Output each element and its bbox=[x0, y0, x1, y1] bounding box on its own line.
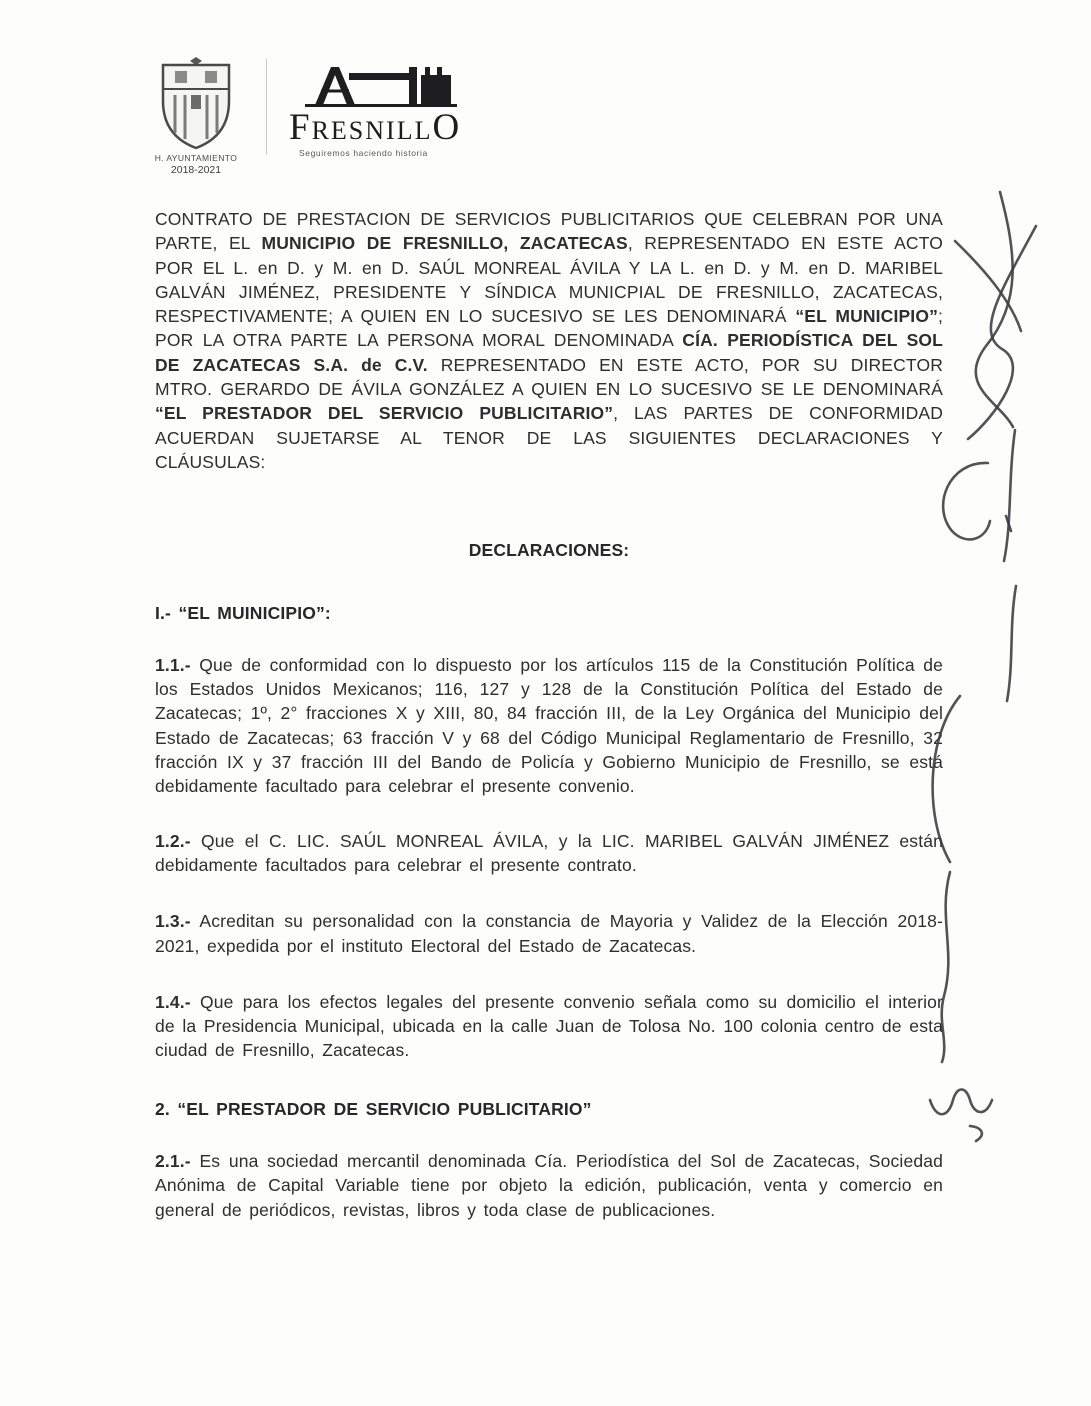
brand-tagline: Seguiremos haciendo historia bbox=[299, 148, 428, 158]
header-divider bbox=[266, 59, 267, 155]
municipal-crest bbox=[148, 55, 244, 176]
paragraph-2-1: 2.1.- Es una sociedad mercantil denominada Cía. Periodística del Sol de Zacatecas, Sociedad Anónima de Capital Variable tiene por objeto la edición, publicación, venta y comercio en general de periódicos, revistas, libros y toda clase de publicaciones. bbox=[155, 1151, 943, 1220]
brand-initial: F bbox=[289, 107, 312, 148]
paragraph-1-2: 1.2.- Que el C. LIC. SAÚL MONREAL ÁVILA, y la LIC. MARIBEL GALVÁN JIMÉNEZ están debidamente facultados para celebrar el presente contrato. bbox=[155, 830, 943, 875]
fresnillo-logo bbox=[289, 55, 465, 158]
crest-caption: H. AYUNTAMIENTO bbox=[154, 153, 238, 163]
paragraph-1-3: 1.3.- Acreditan su personalidad con la constancia de Mayoria y Validez de la Elección 2018-2021, expedida por el instituto Electoral del Estado de Zacatecas. bbox=[155, 911, 943, 956]
municipal-crest-icon bbox=[155, 55, 237, 151]
section-2-heading: 2. “EL PRESTADOR DE SERVICIO PUBLICITARIO” bbox=[155, 1098, 592, 1119]
paragraph-1-4: 1.4.- Que para los efectos legales del presente convenio señala como su domicilio el interior de la Presidencia Municipal, ubicada en la calle Juan de Tolosa No. 100 colonia centro de esta ciudad de Fresnillo, Zacatecas. bbox=[155, 991, 943, 1061]
headframe-icon bbox=[297, 61, 465, 107]
section-1-heading: I.- “EL MUINICIPIO”: bbox=[155, 602, 331, 623]
brand-wordmark bbox=[289, 109, 461, 146]
crest-years: 2018-2021 bbox=[170, 164, 222, 176]
document-header bbox=[148, 55, 465, 176]
brand-middle: RESNILL bbox=[311, 116, 433, 145]
brand-final: O bbox=[432, 107, 462, 148]
paragraph-1-1: 1.1.- Que de conformidad con lo dispuesto por los artículos 115 de la Constitución Política de los Estados Unidos Mexicanos; 116, 127 y 128 de la Constitución Política del Estado de Zacatecas; 1º, 2° fracciones X y XIII, 80, 84 fracción III, de la Ley Orgánica del Municipio del Estado de Zacatecas; 63 fracción V y 68 del Código Municipal Reglamentario de Fresnillo, 32 fracción IX y 37 fracción III del Bando de Policía y Gobierno Municipio de Fresnillo, se está debidamente facultado para celebrar el presente convenio. bbox=[155, 654, 943, 797]
contract-body bbox=[155, 207, 943, 1222]
declaraciones-heading: DECLARACIONES: bbox=[468, 540, 630, 561]
intro-paragraph: CONTRATO DE PRESTACION DE SERVICIOS PUBLICITARIOS QUE CELEBRAN POR UNA PARTE, EL MUNICIPIO DE FRESNILLO, ZACATECAS, REPRESENTADO EN ESTE ACTO POR EL L. en D. y M. en D. SAÚL MONREAL ÁVILA Y LA L. en D. y M. en D. MARIBEL GALVÁN JIMÉNEZ, PRESIDENTE Y SÍNDICA MUNICPIAL DE FRESNILLO, ZACATECAS, RESPECTIVAMENTE; A QUIEN EN LO SUCESIVO SE LES DENOMINARÁ “EL MUNICIPIO”; POR LA OTRA PARTE LA PERSONA MORAL DENOMINADA CÍA. PERIODÍSTICA DEL SOL DE ZACATECAS S.A. de C.V. REPRESENTADO EN ESTE ACTO, POR SU DIRECTOR MTRO. GERARDO DE ÁVILA GONZÁLEZ A QUIEN EN LO SUCESIVO SE LE DENOMINARÁ “EL PRESTADOR DEL SERVICIO PUBLICITARIO”, LAS PARTES DE CONFORMIDAD ACUERDAN SUJETARSE AL TENOR DE LAS SIGUIENTES DECLARACIONES Y CLÁUSULAS: bbox=[155, 209, 944, 472]
